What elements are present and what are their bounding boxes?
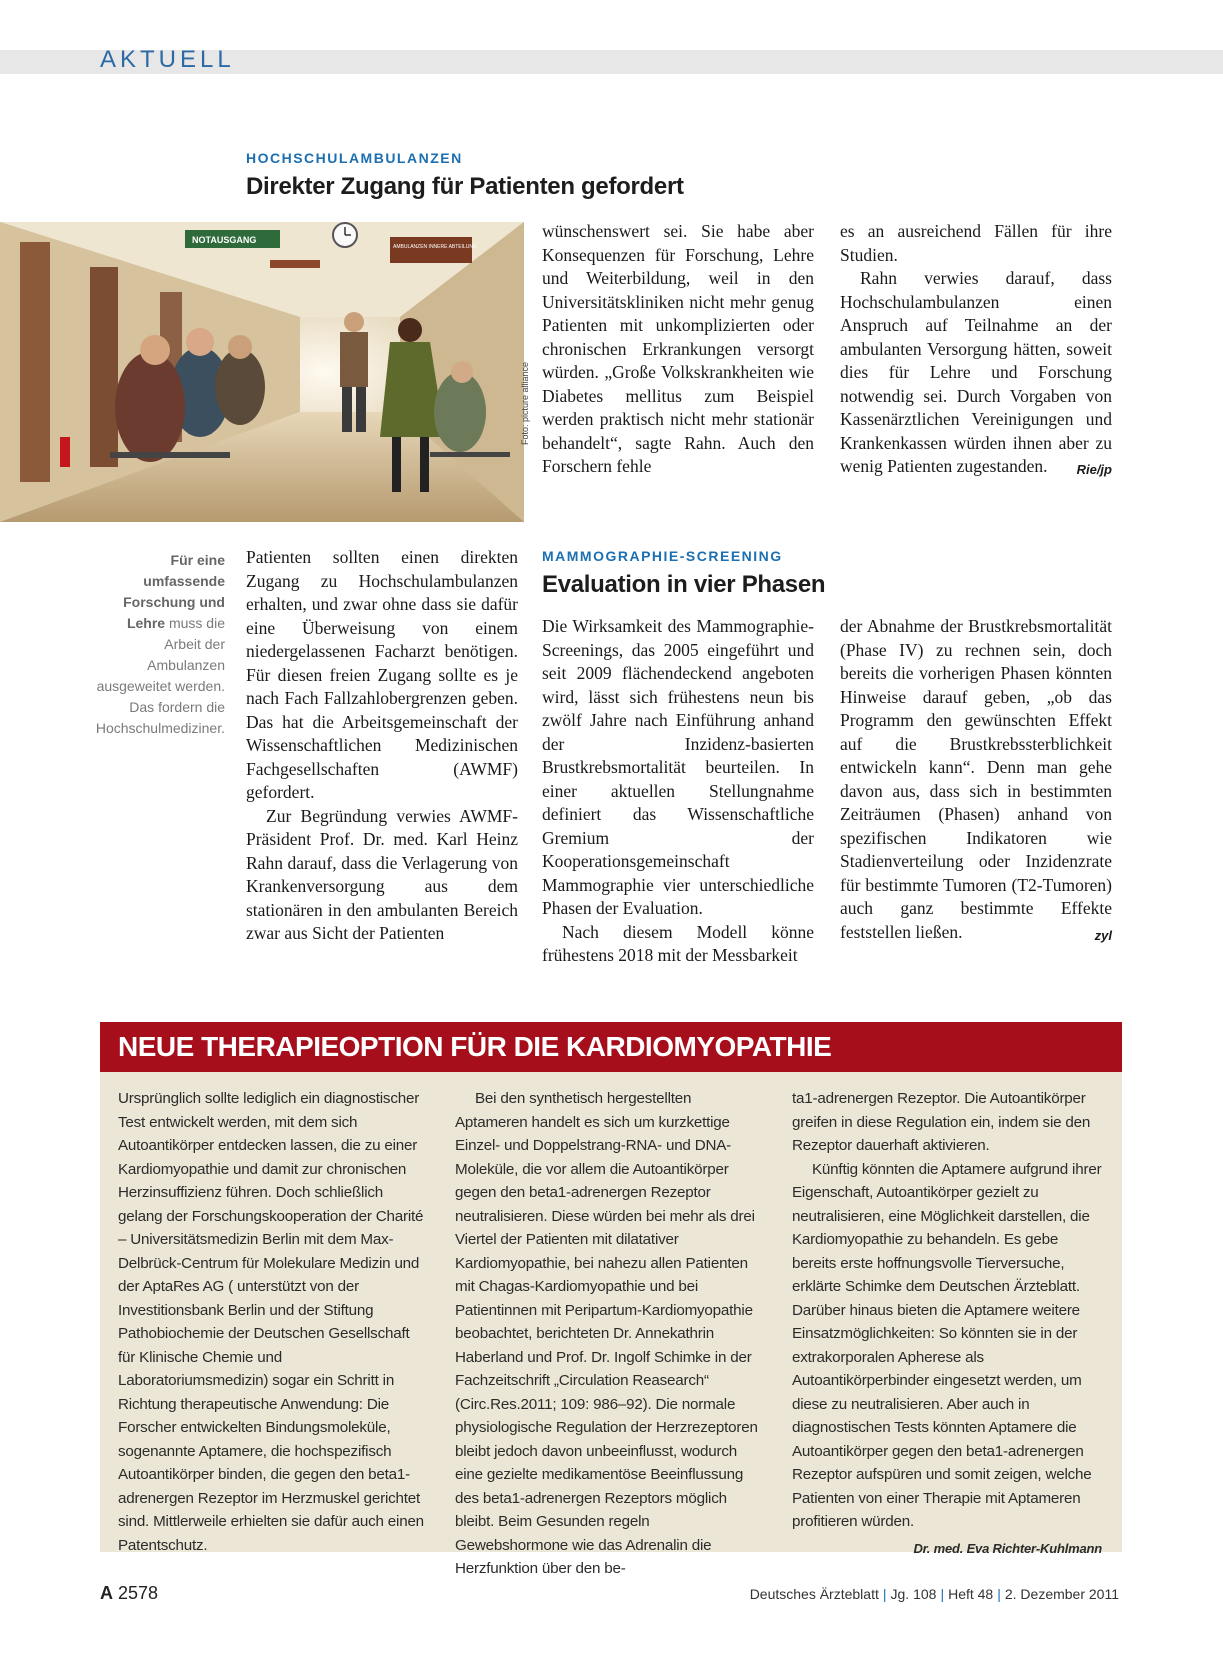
- article1-paragraph: Zur Begründung verwies AWMF-Präsident Prof. Dr. med. Karl Heinz Rahn darauf, dass die Verlagerung von Krankenversorgung aus dem stationären in den ambulanten Bereich zwar aus Sicht der Patienten: [246, 805, 518, 943]
- article1-column-2: [542, 220, 814, 479]
- box-paragraph-text: Künftig könnten die Aptamere aufgrund ihrer Eigenschaft, Autoantikörper gezielt zu neutralisieren, eine Möglichkeit darstellen, die Kardiomyopathie zu behandeln. Es gebe bereits erste hoffnungsvolle Tierversuche, erklärte Schimke dem Deutschen Ärzteblatt. Darüber hinaus bieten die Aptamere weitere Einsatzmöglichkeiten: So könnten sie in der extrakorporalen Apherese als Autoantikörperbinder eingesetzt werden, um diese zu neutralisieren. Aber auch in diagnostischen Tests könnten Aptamere die Autoantikörper gegen den beta1-adrenergen Rezeptor aufspüren und somit zeigen, welche Patienten von einer Therapie mit Aptameren profitieren würden.: [792, 1160, 1102, 1530]
- box-header: [100, 1022, 1122, 1072]
- page-number-value: 2578: [118, 1583, 159, 1603]
- photo-caption: [95, 550, 225, 739]
- box-column-3: [792, 1087, 1102, 1560]
- page-number: [100, 1583, 158, 1604]
- article2-paragraph: [840, 615, 1112, 944]
- article1-kicker: HOCHSCHULAMBULANZEN: [246, 150, 463, 166]
- separator: |: [882, 1586, 887, 1602]
- article2-title: Evaluation in vier Phasen: [542, 571, 826, 598]
- publication-info: [750, 1586, 1119, 1602]
- article1-paragraph: es an ausreichend Fällen für ihre Studien.: [840, 221, 1112, 265]
- article2-paragraph: Nach diesem Modell könne frühestens 2018 mit der Messbarkeit: [542, 921, 814, 965]
- box-paragraph: ta1-adrenergen Rezeptor. Die Autoantikörper greifen in diese Regulation ein, indem sie den Rezeptor dauerhaft aktivieren.: [792, 1090, 1091, 1154]
- box-title: NEUE THERAPIEOPTION FÜR DIE KARDIOMYOPATHIE: [118, 1031, 832, 1062]
- box-paragraph: Ursprünglich sollte lediglich ein diagnostischer Test entwickelt werden, mit dem sich Autoantikörper entdecken lassen, die zu einer Kardiomyopathie und damit zur chronischen Herzinsuffizienz führen. Doch schließlich gelang der Forschungskooperation der Charité – Universitätsmedizin Berlin mit dem Max-Delbrück-Centrum für Molekulare Medizin und der AptaRes AG ( unterstützt von der Investitionsbank Berlin und der Stiftung Pathobiochemie der Deutschen Gesellschaft für Klinische Chemie und Laboratoriumsmedizin) sogar ein Schritt in Richtung therapeutische Anwendung: Die Forscher entwickelten Bindungsmoleküle, sogenannte Aptamere, die hochspezifisch Autoantikörper binden, die gegen den beta1-adrenergen Rezeptor im Herzmuskel gerichtet sind. Mittlerweile erhielten sie dafür auch einen Patentschutz.: [118, 1090, 424, 1554]
- article2-paragraph: Die Wirksamkeit des Mammographie-Screenings, das 2005 eingeführt und seit 2009 flächendeckend angeboten wird, lässt sich frühestens neun bis zwölf Jahre nach Einführung anhand der Inzidenz-basierten Brustkrebsmortalität beurteilen. In einer aktuellen Stellungnahme definiert das Wissenschaftliche Gremium der Kooperationsgemeinschaft Mammographie vier unterschiedliche Phasen der Evaluation.: [542, 616, 814, 918]
- section-label: AKTUELL: [100, 46, 235, 73]
- article2-kicker: MAMMOGRAPHIE-SCREENING: [542, 548, 783, 564]
- article1-signature: Rie/jp: [1076, 462, 1112, 477]
- article2-column-2: [840, 615, 1112, 947]
- article2-column-1: [542, 615, 814, 968]
- issue-date: 2. Dezember 2011: [1004, 1586, 1119, 1602]
- caption-bold: Für eine umfassende Forschung und Lehre: [123, 552, 225, 631]
- article1-column-3: [840, 220, 1112, 482]
- article2-signature: zyl: [1094, 927, 1112, 943]
- journal-name: Deutsches Ärzteblatt: [749, 1586, 879, 1602]
- volume: Jg. 108: [890, 1586, 937, 1602]
- photo-credit: Foto: picture alliance: [520, 361, 530, 445]
- separator: |: [997, 1586, 1001, 1602]
- box-body: [100, 1072, 1122, 1577]
- article1-paragraph: [840, 267, 1112, 479]
- sign-ambulanzen: AMBULANZEN INNERE ABTEILUNG: [393, 244, 477, 250]
- article1-paragraph: Patienten sollten einen direkten Zugang zu Hochschulambulanzen erhalten, und zwar ohne dass sie dafür eine Überweisung von einem niedergelassenen Facharzt benötigen. Für diesen freien Zugang sollte es je nach Fach Fallzahlobergrenzen geben. Das hat die Arbeitsgemeinschaft der Wissenschaftlichen Medizinischen Fachgesellschaften (AWMF) gefordert.: [246, 547, 518, 802]
- box-column-2: [455, 1087, 763, 1581]
- box-paragraph: Bei den synthetisch hergestellten Aptameren handelt es sich um kurzkettige Einzel- und Doppelstrang-RNA- und DNA-Moleküle, die vor allem die Autoantikörper gegen den beta1-adrenergen Rezeptor neutralisieren. Diese würden bei mehr als drei Viertel der Patienten mit dilatativer Kardiomyopathie, bei nahezu allen Patienten mit Chagas-Kardiomyopathie und bei Patientinnen mit Peripartum-Kardiomyopathie beobachtet, berichteten Dr. Annekathrin Haberland und Prof. Dr. Ingolf Schimke in der Fachzeitschrift „Circulation Reasearch“ (Circ.Res.2011; 109: 986–92). Die normale physiologische Regulation der Herzrezeptoren bleibt jedoch davon unbeeinflusst, wodurch eine gezielte medikamentöse Beeinflussung des beta1-adrenergen Rezeptors möglich bleibt. Beim Gesunden regeln Gewebshormone wie das Adrenalin die Herzfunktion über den be-: [455, 1090, 758, 1577]
- caption-text: muss die Arbeit der Ambulanzen ausgeweitet werden. Das fordern die Hochschulmediziner.: [95, 615, 225, 736]
- box-column-1: [118, 1087, 426, 1557]
- separator: |: [940, 1586, 945, 1602]
- article1-paragraph: wünschenswert sei. Sie habe aber Konsequenzen für Forschung, Lehre und Weiterbildung, weil in den Universitätskliniken nicht mehr genug Patienten mit unkomplizierten oder chronischen Erkrankungen versorgt würden. „Große Volkskrankheiten wie Diabetes mellitus zum Beispiel werden praktisch nicht mehr stationär behandelt“, sagte Rahn. Auch den Forschern fehle: [542, 221, 814, 476]
- issue: Heft 48: [948, 1586, 994, 1602]
- article2-paragraph-text: der Abnahme der Brustkrebsmortalität (Phase IV) zu rechnen sein, doch bereits die vorherigen Phasen könnten Hinweise darauf geben, „ob das Programm den gewünschten Effekt auf die Brustkrebssterblichkeit entwickeln kann“. Denn man gehe davon aus, dass sich in bestimmten Zeiträumen (Phasen) anhand von spezifischen Indikatoren wie Stadienverteilung oder Inzidenzrate für bestimmte Tumoren (T2-Tumoren) auch ganz bestimmte Effekte feststellen ließen.: [840, 616, 1112, 942]
- article1-paragraph-text: Rahn verwies darauf, dass Hochschulambulanzen einen Anspruch auf Teilnahme an der ambulanten Versorgung hätten, soweit dies für Lehre und Forschung notwendig sei. Durch Vorgaben von Kassenärztlichen Vereinigungen und Krankenkassen würden ihnen aber zu wenig Patienten zugestanden.: [840, 268, 1112, 476]
- sign-notausgang: NOTAUSGANG: [192, 235, 257, 245]
- page-prefix: A: [100, 1583, 113, 1603]
- article1-column-1: [246, 546, 518, 946]
- hospital-corridor-photo: [0, 222, 524, 522]
- box-paragraph: [792, 1158, 1102, 1556]
- box-signature: Dr. med. Eva Richter-Kuhlmann: [913, 1540, 1102, 1556]
- article1-title: Direkter Zugang für Patienten gefordert: [246, 173, 684, 200]
